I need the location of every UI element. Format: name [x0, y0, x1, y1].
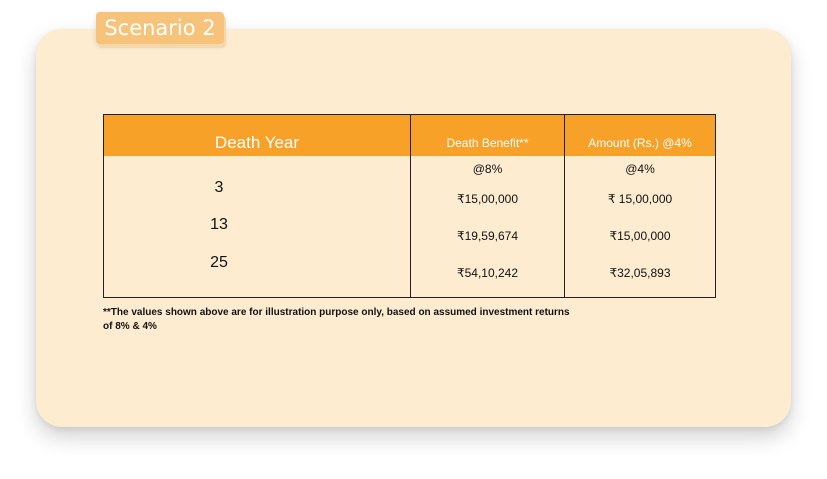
table-row-year: 13: [210, 216, 228, 233]
header-amount: Amount (Rs.) @4%: [588, 136, 692, 150]
scenario-tag: Scenario 2: [96, 12, 224, 44]
table-cell-benefit: ₹19,59,674: [456, 229, 519, 243]
table-row-year: 3: [214, 179, 224, 196]
illustration-footnote: **The values shown above are for illustration purpose only, based on assumed investment returns of 8% & 4%: [103, 307, 570, 332]
header-death-year: Death Year: [214, 133, 300, 152]
table-cell-amount: ₹32,05,893: [609, 266, 671, 280]
subheader-8pct: @8%: [472, 162, 503, 176]
subheader-4pct: @4%: [625, 162, 655, 176]
table-row-year: 25: [210, 254, 228, 271]
table-cell-amount: ₹15,00,000: [609, 229, 671, 243]
benefit-table: [103, 114, 716, 298]
table-cell-amount: ₹ 15,00,000: [607, 192, 673, 206]
header-death-benefit: Death Benefit**: [446, 136, 529, 150]
table-cell-benefit: ₹54,10,242: [456, 266, 519, 280]
table-cell-benefit: ₹15,00,000: [456, 192, 519, 206]
